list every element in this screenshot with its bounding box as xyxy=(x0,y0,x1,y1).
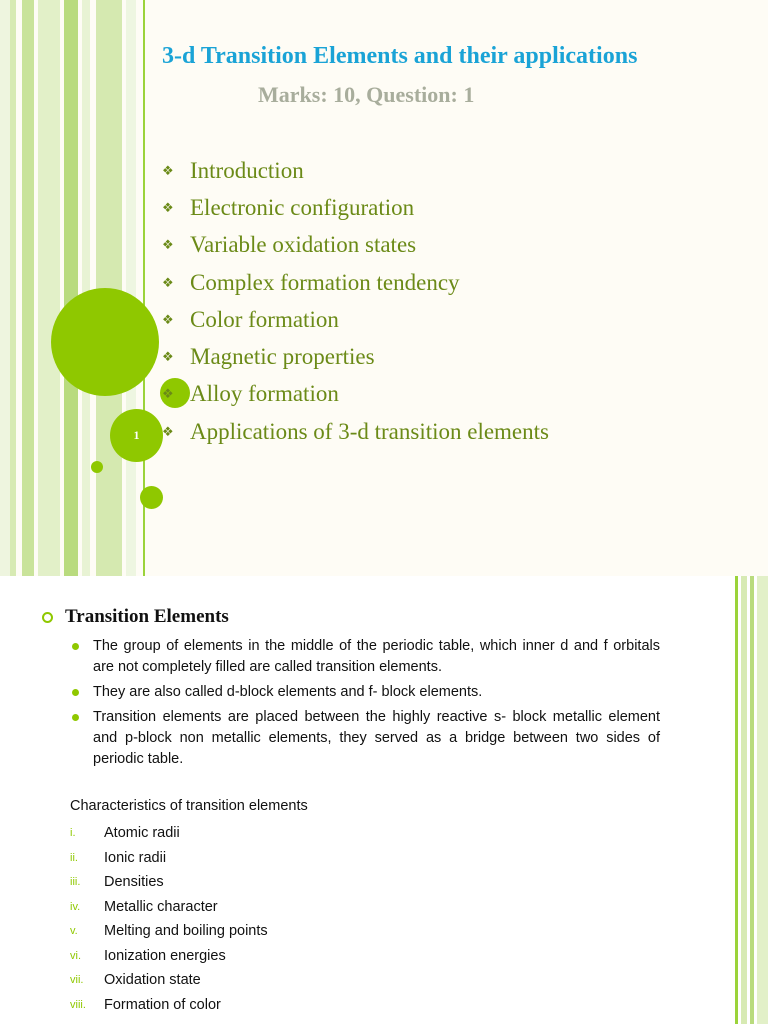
decorative-stripe xyxy=(38,0,60,576)
topic-item: ❖ Complex formation tendency xyxy=(162,269,460,295)
topic-list xyxy=(162,152,549,450)
list-item: viii. Formation of color xyxy=(70,996,221,1013)
characteristics-title: Characteristics of transition elements xyxy=(70,798,308,814)
dot-bullet-icon xyxy=(72,714,79,721)
diamond-bullet-icon: ❖ xyxy=(162,162,174,178)
list-item: They are also called d-block elements and f- block elements. xyxy=(70,682,660,703)
definition-list xyxy=(70,636,660,770)
list-item: Transition elements are placed between the highly reactive s- block metallic element and p-block non metallic elements, they served as a bridge between two sides of periodic table. xyxy=(70,707,660,770)
list-item: v. Melting and boiling points xyxy=(70,923,268,940)
diamond-bullet-icon: ❖ xyxy=(162,237,174,253)
decorative-stripe xyxy=(741,576,747,1024)
diamond-bullet-icon: ❖ xyxy=(162,199,174,215)
decorative-stripe xyxy=(735,576,738,1024)
section-heading: Transition Elements xyxy=(40,606,730,628)
diamond-bullet-icon: ❖ xyxy=(162,423,174,439)
decorative-dot xyxy=(91,461,103,473)
decorative-stripe xyxy=(22,0,34,576)
slide-title: 3-d Transition Elements and their applications xyxy=(162,43,638,69)
list-item: vi. Ionization energies xyxy=(70,947,226,964)
dot-bullet-icon xyxy=(72,689,79,696)
decorative-circle-large xyxy=(51,288,159,396)
slide-2-content xyxy=(40,606,730,1017)
list-item: i. Atomic radii xyxy=(70,825,180,842)
slide-2 xyxy=(0,576,768,1024)
decorative-stripe xyxy=(126,0,136,576)
topic-item: ❖ Color formation xyxy=(162,306,339,332)
characteristics-list xyxy=(70,821,730,1017)
topic-item: ❖ Alloy formation xyxy=(162,381,339,407)
topic-item: ❖ Introduction xyxy=(162,157,304,183)
diamond-bullet-icon: ❖ xyxy=(162,386,174,402)
topic-item: ❖ Applications of 3-d transition elements xyxy=(162,418,549,444)
decorative-stripe xyxy=(750,576,754,1024)
decorative-stripe xyxy=(10,0,16,576)
dot-bullet-icon xyxy=(72,643,79,650)
list-item: iv. Metallic character xyxy=(70,898,218,915)
decorative-circle-small xyxy=(140,486,163,509)
topic-item: ❖ Variable oxidation states xyxy=(162,232,417,258)
diamond-bullet-icon: ❖ xyxy=(162,274,174,290)
ring-bullet-icon xyxy=(42,612,53,623)
list-item: vii. Oxidation state xyxy=(70,972,201,989)
decorative-stripe xyxy=(64,0,78,576)
diamond-bullet-icon: ❖ xyxy=(162,349,174,365)
decorative-stripe xyxy=(82,0,90,576)
decorative-stripe xyxy=(0,0,10,576)
decorative-stripe xyxy=(757,576,768,1024)
list-item: iii. Densities xyxy=(70,874,164,891)
topic-item: ❖ Electronic configuration xyxy=(162,194,415,220)
diamond-bullet-icon: ❖ xyxy=(162,311,174,327)
list-item: The group of elements in the middle of the periodic table, which inner d and f orbitals are not completely filled are called transition elements. xyxy=(70,636,660,678)
page-number-badge: 1 xyxy=(110,409,163,462)
list-item: ii. Ionic radii xyxy=(70,849,167,866)
slide-subtitle: Marks: 10, Question: 1 xyxy=(258,82,475,107)
topic-item: ❖ Magnetic properties xyxy=(162,344,375,370)
